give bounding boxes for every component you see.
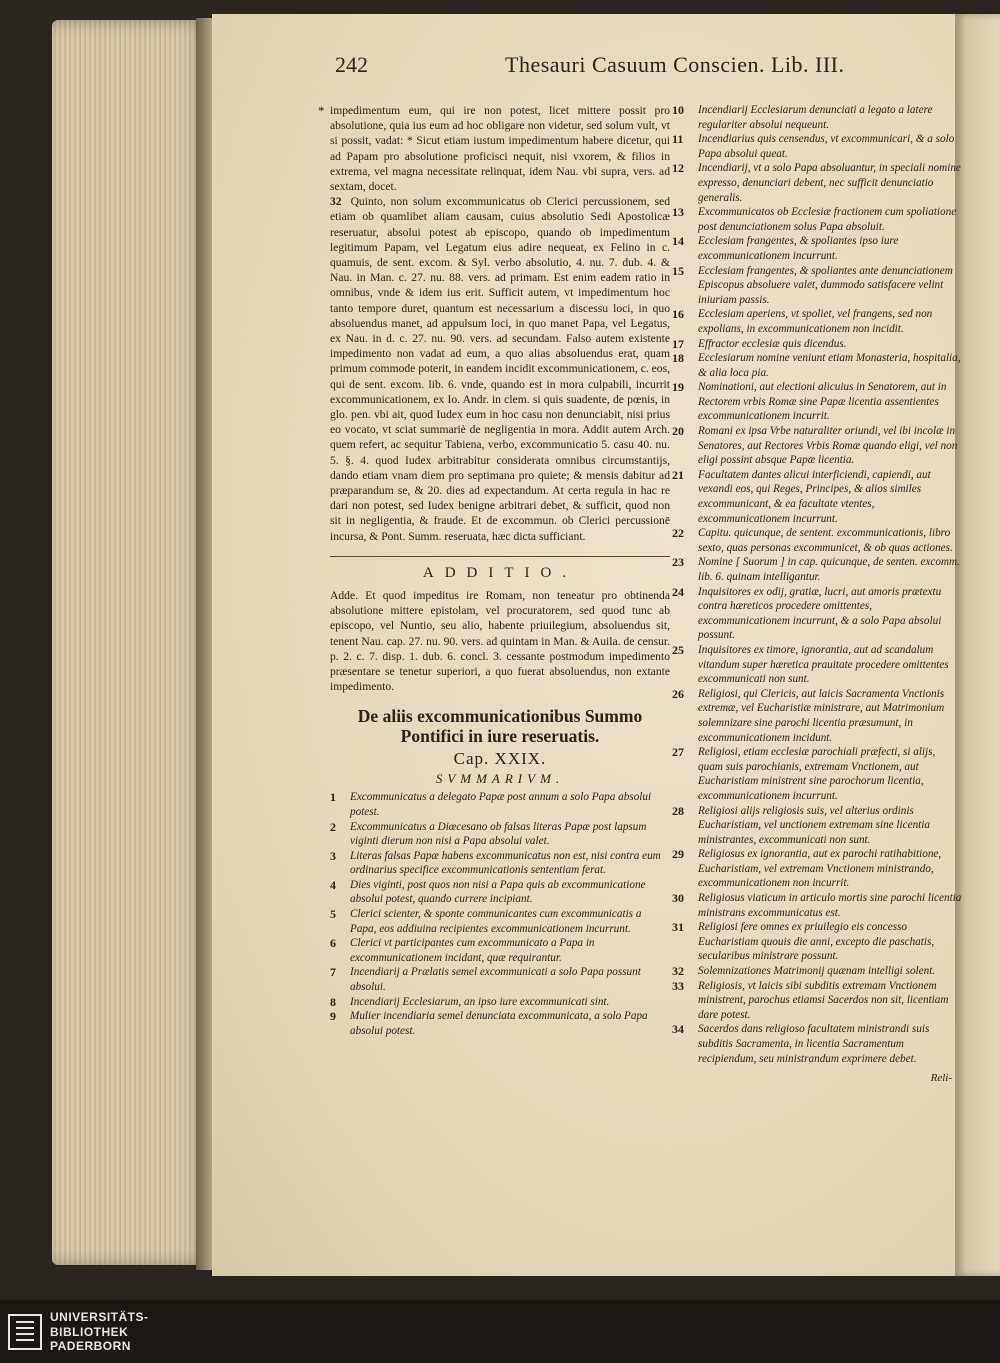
- summary-item-text: Religiosi fere omnes ex priuilegio eis concesso Eucharistiam quouis die anni, excepto die paschatis, secularibus ministrare possunt.: [698, 921, 935, 963]
- summary-item: [672, 234, 962, 263]
- summary-item: [672, 380, 962, 424]
- summary-item-number: 13: [672, 205, 684, 220]
- summarium-heading: SVMMARIVM.: [435, 771, 565, 787]
- summary-item-number: 10: [672, 103, 684, 117]
- summary-item-text: Incendiarij Ecclesiarum, an ipso iure excommunicati sint.: [350, 995, 610, 1008]
- summary-item-number: 15: [672, 263, 684, 278]
- summary-item: [672, 205, 962, 234]
- summary-item-text: Incendiarius quis censendus, vt excommunicari, & a solo Papa absolui queat.: [698, 133, 955, 160]
- summary-item-text: Ecclesiam frangentes, & spoliantes ipso iure excommunicationem incurrunt.: [698, 235, 899, 262]
- summary-item-number: 32: [672, 964, 684, 979]
- summary-item-text: Ecclesiam frangentes, & spoliantes ante denunciationem Episcopus absoluere valet, dummodo satisfacere velint iniuriam passis.: [698, 264, 953, 306]
- page-number: 242: [335, 52, 368, 77]
- summary-item-text: Clerici vt participantes cum excommunicato a Papa in excommunicationem incidant, quæ requirantur.: [350, 937, 595, 964]
- summary-item-text: Romani ex ipsa Vrbe naturaliter oriundi, vel ibi incolæ in Senatores, aut Rectores Vrbis Romæ quando eligi, vel non eligi possint absque Papæ licentia.: [698, 425, 958, 467]
- summary-item-text: Religiosus viaticum in articulo mortis sine parochi licentia ministrans excommunicatus est.: [698, 892, 962, 919]
- summary-item: [672, 103, 962, 132]
- summary-item: [672, 351, 962, 380]
- summary-item-text: Facultatem dantes alicui interficiendi, capiendi, aut vexandi eos, qui Reges, Principes, & alios similes excommunicant, & ea facultate vtentes, excommunicationem incurrunt.: [698, 468, 931, 525]
- university-logo-icon: [8, 1314, 42, 1354]
- library-footer: [0, 1300, 1000, 1363]
- summary-item: [672, 1022, 962, 1066]
- summary-item: [330, 995, 670, 1010]
- summary-item-text: Literas falsas Papæ habens excommunicatus non est, nisi contra eum ordinarius specifice excommunicationis sententiam ferat.: [350, 849, 661, 877]
- summary-item-number: 8: [330, 994, 336, 1009]
- library-line: PADERBORN: [50, 1339, 131, 1353]
- right-column: [672, 103, 962, 1084]
- summary-item: [672, 804, 962, 848]
- summary-item-text: Nominationi, aut electioni alicuius in Senatorem, aut in Rectorem vrbis Romæ sine Papæ licentia assentientes excommunicationem incurrit.: [698, 381, 947, 423]
- summary-item: [672, 307, 962, 336]
- summary-item: [672, 161, 962, 205]
- summary-item-number: 18: [672, 351, 684, 366]
- summary-item-text: Solemnizationes Matrimonij quænam intelligi solent.: [698, 965, 936, 978]
- left-column: [318, 103, 670, 1038]
- summary-item: [330, 936, 670, 965]
- summary-item-text: Ecclesiam aperiens, vt spoliet, vel frangens, sed non expolians, in excommunicationem non incidit.: [698, 308, 933, 335]
- summary-item-number: 23: [672, 555, 684, 570]
- summary-item: [672, 847, 962, 891]
- summary-item: [330, 790, 670, 819]
- summary-item: [672, 132, 962, 161]
- summary-item-text: Excommunicatus a Diœcesano ob falsas literas Papæ post lapsum viginti dierum non nisi a Papa absolui valet.: [350, 820, 647, 848]
- summary-item: [672, 964, 962, 979]
- summary-item: [330, 965, 670, 994]
- chapter-number: Cap. XXIX.: [453, 749, 547, 769]
- summary-item: [672, 643, 962, 687]
- summary-item-text: Mulier incendiaria semel denunciata excommunicata, a solo Papa absolui potest.: [350, 1010, 648, 1037]
- catchword: Reli-: [930, 1072, 952, 1085]
- library-name: [50, 1310, 149, 1354]
- paragraph-number: 32: [330, 195, 342, 209]
- summary-item-text: Incendiarij Ecclesiarum denunciati a legato a latere regulariter absolui nequeunt.: [698, 104, 933, 131]
- summary-item-number: 12: [672, 161, 684, 176]
- summary-item-number: 34: [672, 1022, 684, 1037]
- running-title: Thesauri Casuum Conscien. Lib. III.: [505, 52, 845, 77]
- summary-item-text: Effractor ecclesiæ quis dicendus.: [698, 337, 847, 350]
- summary-item-number: 20: [672, 424, 684, 439]
- summary-item-number: 27: [672, 745, 684, 760]
- summary-item-number: 14: [672, 234, 684, 249]
- summary-item-text: Incendiarij, vt a solo Papa absoluantur, in speciali nomine expresso, denunciari debent, nec sufficit denunciatio generalis.: [698, 162, 961, 204]
- summary-item-number: 33: [672, 978, 684, 993]
- summary-item: [330, 820, 670, 849]
- summary-item-number: 17: [672, 336, 684, 351]
- summary-item: [672, 468, 962, 526]
- summary-item: [672, 337, 962, 352]
- summary-item-number: 6: [330, 936, 336, 951]
- summary-list: [330, 790, 670, 1038]
- summary-item-number: 22: [672, 526, 684, 541]
- summary-item-number: 4: [330, 877, 336, 892]
- summary-item-text: Clerici scienter, & sponte communicantes cum excommunicatis a Papa, eos addiuina recipientes excommunicationem incurrunt.: [350, 908, 642, 935]
- summary-item: [672, 555, 962, 584]
- summary-item-text: Religiosus ex ignorantia, aut ex parochi ratihabitione, Eucharistiam, vel extremam Vnctionem ministrando, excommunicationem non incurrit.: [698, 848, 942, 890]
- summary-item: [672, 891, 962, 920]
- summary-item-number: 11: [672, 132, 684, 147]
- summary-item-number: 1: [330, 790, 336, 805]
- summary-item: [672, 979, 962, 1023]
- summary-item-text: Capitu. quicunque, de sentent. excommunicationis, libro sexto, quas personas excommunicet, & ob quas actiones.: [698, 527, 953, 554]
- summary-item: [330, 849, 670, 878]
- summary-item-text: Religiosis, vt laicis sibi subditis extremam Vnctionem ministrent, parochus etiamsi Sacerdos non sit, licentiam dare potest.: [698, 979, 949, 1021]
- additio-heading: ADDITIO.: [422, 564, 578, 581]
- summary-item-number: 24: [672, 584, 684, 599]
- summary-item-number: 19: [672, 380, 684, 395]
- summary-item: [672, 585, 962, 643]
- summary-item-text: Sacerdos dans religioso facultatem ministrandi suis subditis Sacramenta, in licentia Sacramentum recipiendum, seu ministrandum exprimere debet.: [698, 1023, 930, 1065]
- summary-item-number: 21: [672, 467, 684, 482]
- summary-list-continued: [672, 103, 962, 1066]
- summary-item-text: Ecclesiarum nomine veniunt etiam Monasteria, hospitalia, & alia loca pia.: [698, 352, 961, 379]
- paragraph: [318, 103, 670, 194]
- summary-item-number: 9: [330, 1009, 336, 1024]
- additio-text: Adde. Et quod impeditus ire Romam, non teneatur pro obtinenda absolutione mittere epistolam, vel procuratorem, sed quod tunc ab episcopo, vel Nuntio, seu alio, habente priuilegium, absoluendus sit, tenent Nau. cap. 27. nu. 90. vers. ad quintam in Man. & Auila. de censur. p. 2. c. 7. disp. 1. dub. 6. concl. 3. cessante postmodum impedimento præsentare se tenetur superiori, a quo fuerat absoluendus, non extante impedimento.: [330, 588, 670, 694]
- running-head: [235, 52, 935, 92]
- summary-item-number: 31: [672, 920, 684, 935]
- summary-item: [672, 687, 962, 745]
- summary-item: [672, 920, 962, 964]
- summary-item-text: Dies viginti, post quos non nisi a Papa quis ab excommunicatione absolui potest, quando currere incipiant.: [350, 878, 646, 906]
- summary-item-number: 30: [672, 891, 684, 906]
- summary-item: [672, 745, 962, 803]
- summary-item-number: 29: [672, 847, 684, 862]
- summary-item-text: Excommunicatus a delegato Papæ post annum a solo Papa absolui potest.: [350, 791, 652, 818]
- summary-item: [672, 526, 962, 555]
- summary-item: [330, 878, 670, 907]
- summary-item-text: Incendiarij a Prælatis semel excommunicati a solo Papa possunt absolui.: [350, 966, 641, 994]
- summary-item-number: 5: [330, 907, 336, 922]
- library-line: UNIVERSITÄTS-: [50, 1310, 149, 1324]
- summary-item-number: 25: [672, 642, 684, 657]
- summary-item-number: 16: [672, 307, 684, 322]
- summary-item-text: Excommunicatos ob Ecclesiæ fractionem cum spoliatione post denunciationem solus Papa absoluit.: [698, 206, 957, 233]
- summary-item-number: 28: [672, 803, 684, 818]
- summary-item-text: Religiosi alijs religiosis suis, vel alterius ordinis Eucharistiam, vel unctionem extremam sine licentia ministrantes, excommunicati non sunt.: [698, 804, 930, 846]
- summary-item-number: 26: [672, 686, 684, 701]
- summary-item: [330, 1009, 670, 1038]
- paragraph: [330, 194, 670, 544]
- library-line: BIBLIOTHEK: [50, 1324, 129, 1339]
- summary-item-text: Inquisitores ex odij, gratiæ, lucri, aut amoris prætextu contra hæreticos procedere omittentes, excommunicationem incurrunt, & a solo Papa absolui possunt.: [698, 585, 942, 642]
- summary-item-number: 3: [330, 848, 336, 863]
- summary-item: [330, 907, 670, 936]
- summary-item-text: Religiosi, etiam ecclesiæ parochiali præfecti, si alijs, quam suis parochianis, extremam Vnctionem, aut Eucharistiam ministrent sine parochorum licentia, excommunicationem incurrunt.: [698, 746, 936, 802]
- summary-item-text: Religiosi, qui Clericis, aut laicis Sacramenta Vnctionis extremæ, vel Eucharistiæ ministrare, aut Matrimonium solemnizare sine parochi licentia præsumunt, in excommunicationem incidunt.: [698, 687, 945, 744]
- chapter-title: De aliis excommunicationibus Summo Pontifici in iure reseruatis.: [357, 706, 643, 747]
- asterisk-marker-icon: *: [318, 103, 325, 118]
- summary-item-text: Nomine [ Suorum ] in cap. quicunque, de senten. excomm. lib. 6. quinam intelligantur.: [698, 556, 960, 583]
- summary-item-text: Inquisitores ex timore, ignorantia, aut ad scandalum vitandum super hæretica prauitate procedere omittentes excommunicati non sunt.: [698, 643, 949, 686]
- paragraph-text: impedimentum eum, qui ire non potest, licet mittere possit pro absolutione, quia ius eum ad hoc obligare non videtur, sed solum vult, vt si possit, vadat: * Sicut etiam iustum impedimentum habere dicetur, qui ad Papam pro absolutione proficisci nequit, nisi vxorem, & filios in extrema, vel magna necessitate relinquat, idem Nau. vbi supra, vers. ad sextam, docet.: [330, 104, 670, 194]
- section-divider: [330, 556, 670, 557]
- summary-item: [672, 424, 962, 468]
- paragraph-text: Quinto, non solum excommunicatus ob Clerici percussionem, sed etiam ob quamlibet aliam causam, cuius absolutio Sedi Apostolicæ reseruatur, absolui potest ab episcopo, quando ob impedimentum legitimum Papam, vel Legatum eius adire nequeat, ex Felino in c. quamuis, de sent. excom. & Syl. verbo absolutio, 4. nu. 7. dub. 4. & Nau. in Man. c. 27. nu. 88. vers. ad primam. Est enim eadem ratio in omnibus, vnde & idem ius erit. Sufficit autem, vt impedimentum hoc tanto tempore duret, quantum est necessarium a discessu loci, in quo absoluendus manet, ad appulsum loci, in quo manet Papa, vel Legatus, ex Nau. in d. c. 27. nu. 90. vers. ad secundam. Falso autem existente impedimento non vadat ad eum, a quo alias absoluendus erat, quam primum commode poterit, in eandem incidit excommunicationem, c. eos, qui de sent. excom. lib. 6. vnde, quando est in mora culpabili, incurrit excommunicationem, ex Io. Andr. in clem. si quis suadente, de pœnis, in glo. pen. vbi ait, quod Iudex eum in hoc casu non denunciabit, nisi prius eo vocato, vt sciat summariè de negligentia in mora. Addit autem Arch. quem refert, ac sequitur Tabiena, verbo, excommunicatio 5. casu 40. nu. 5. §. 4. quod Iudex arbitrabitur considerata omnibus circumstantijs, dando etiam vnam diem pro septimana pro quiete; & mensis dabitur ad præparandum se, & 20. dies ad expectandum. At certa regula in hac re dari non potest, sed Iudex benigne arbitrari debet, & sufficit, quod non sit in negligentia, & fraude. Et de excommun. ob Clerici percussionē incursa, & Pont. Summ. reseruata, hæc dicta sufficiant.: [330, 195, 670, 543]
- summary-item-number: 2: [330, 819, 336, 834]
- summary-item-number: 7: [330, 965, 336, 980]
- summary-item: [672, 264, 962, 308]
- page-edges: [52, 20, 210, 1265]
